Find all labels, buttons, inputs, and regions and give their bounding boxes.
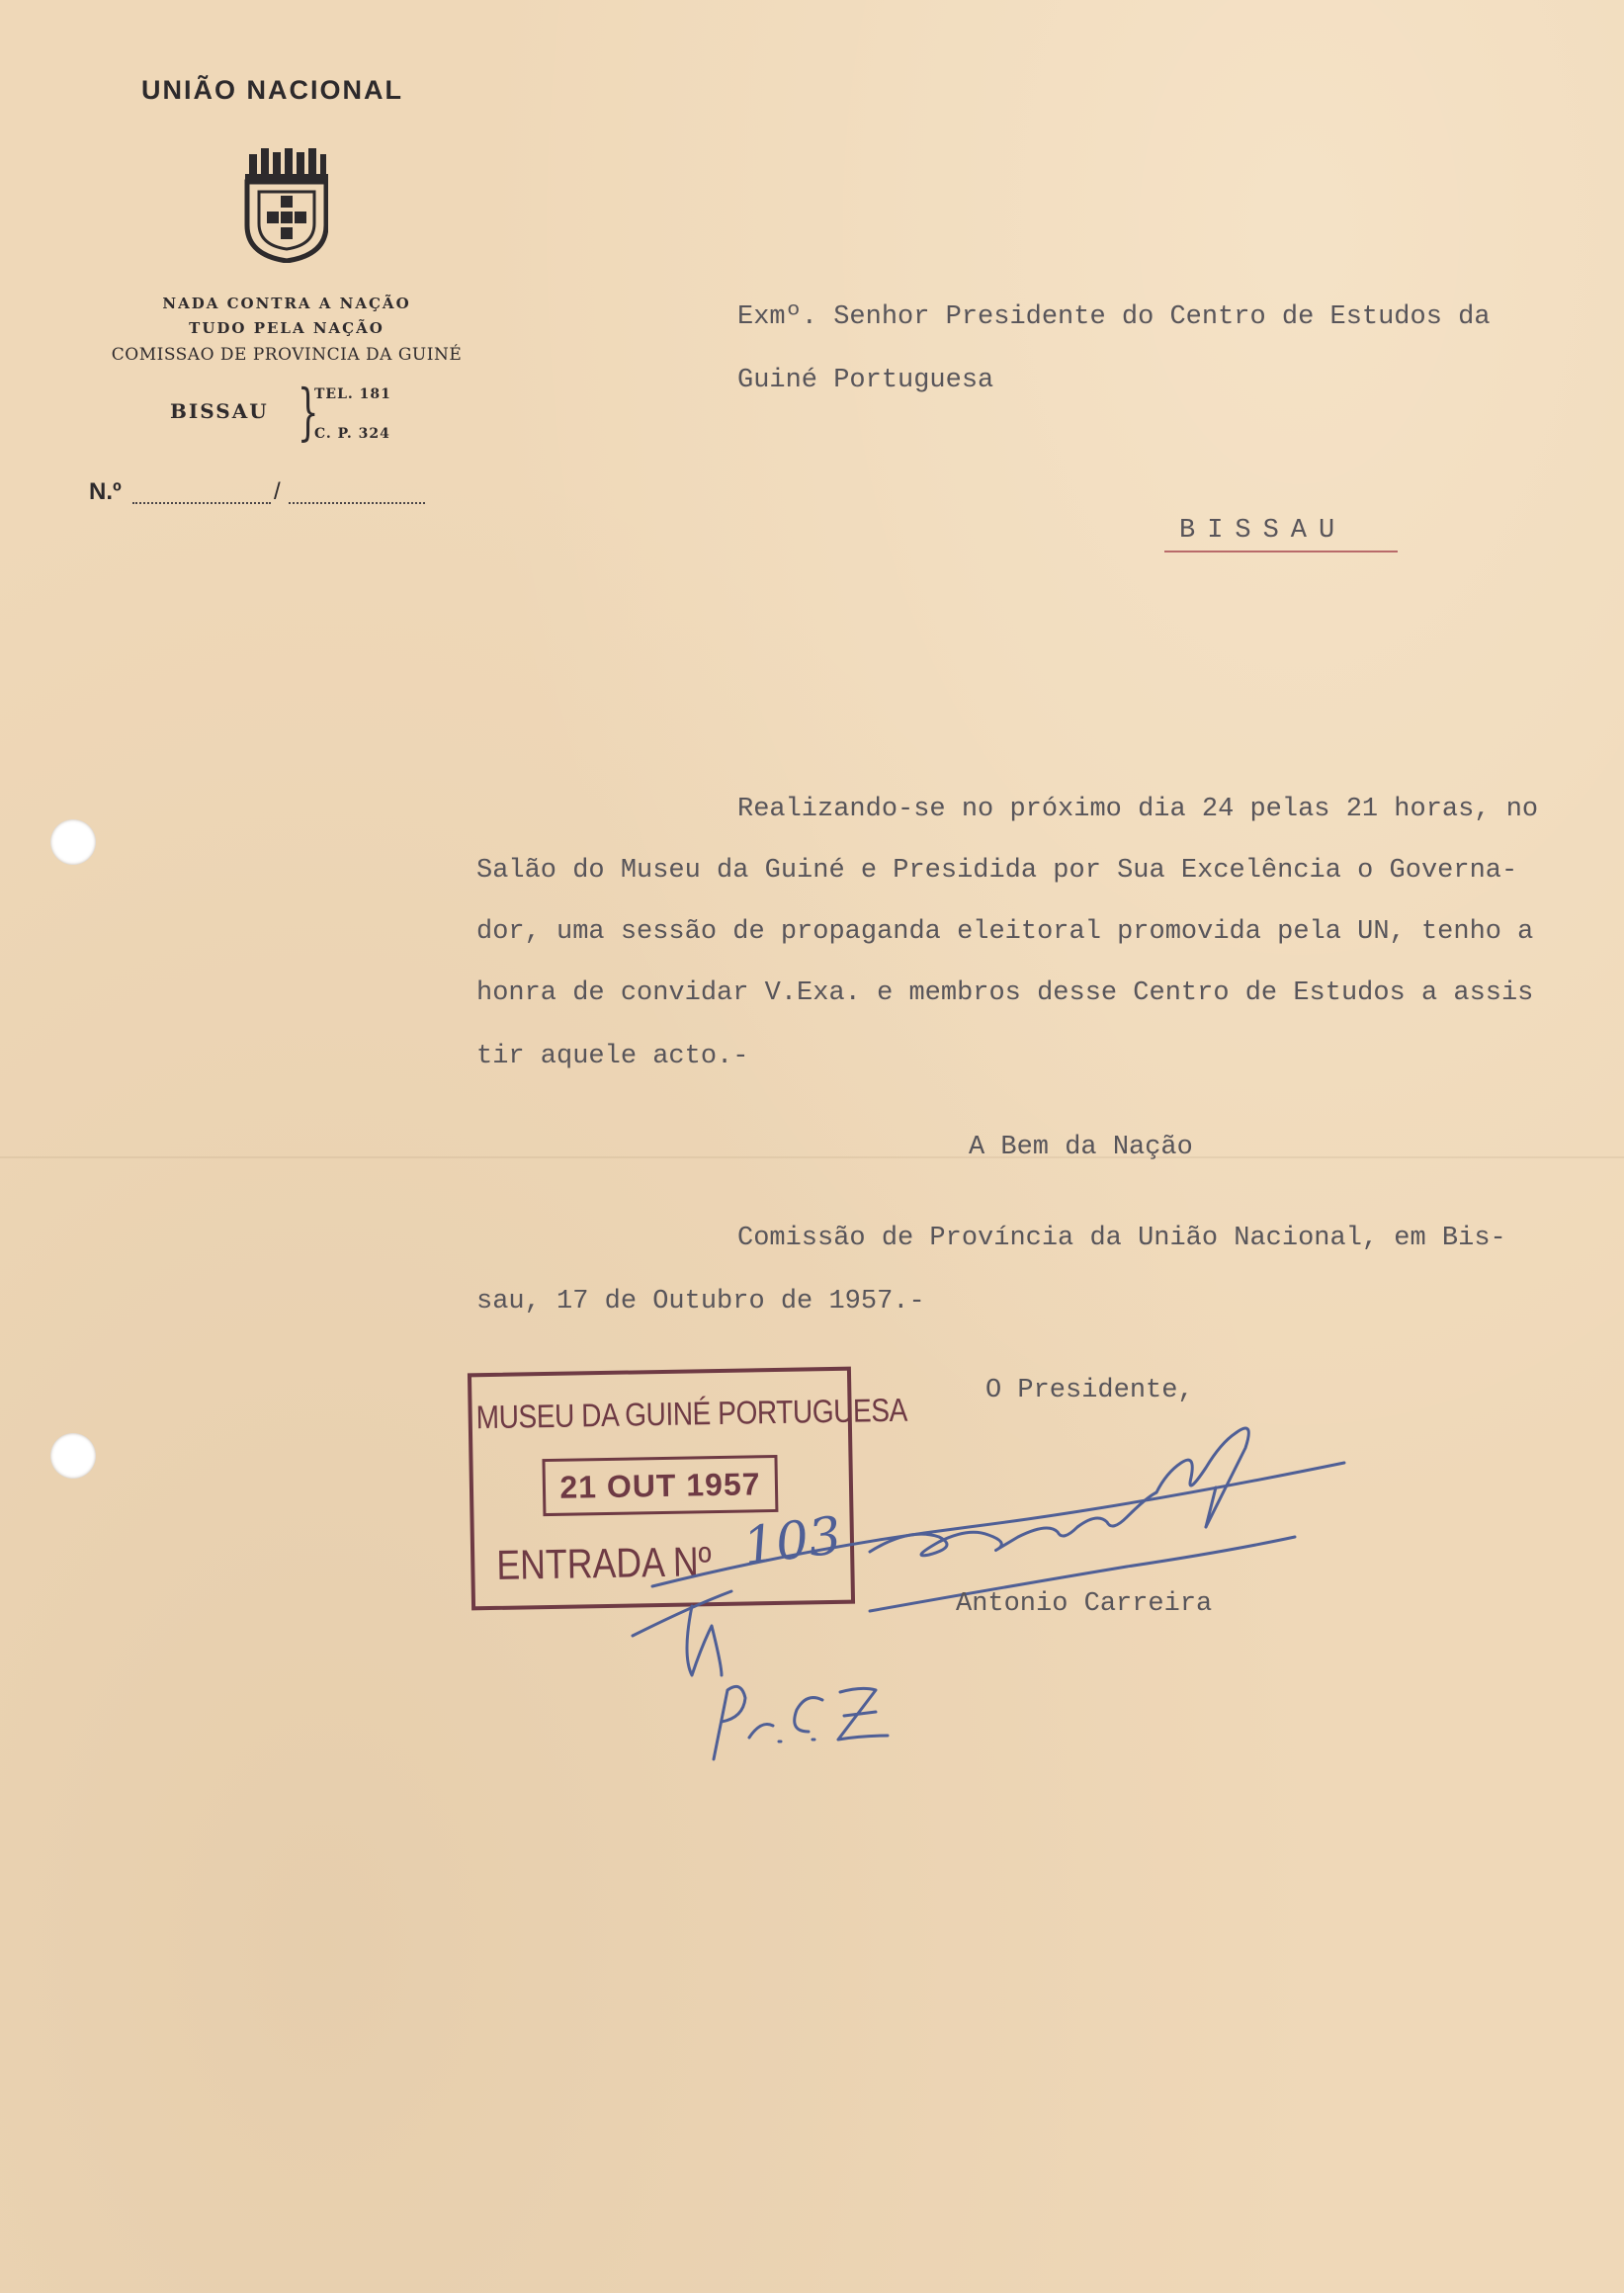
addressee-line-1: Exmº. Senhor Presidente do Centro de Estudos da bbox=[737, 302, 1491, 332]
handwritten-initials bbox=[692, 1660, 909, 1769]
place-date-line-1: Comissão de Província da União Nacional, em Bis- bbox=[737, 1224, 1506, 1253]
signatory-name: Antonio Carreira bbox=[956, 1589, 1213, 1619]
telephone-number: TEL. 181 bbox=[314, 386, 391, 402]
stamp-entry-label: ENTRADA Nº bbox=[495, 1538, 713, 1588]
place-date-line-2: sau, 17 de Outubro de 1957.- bbox=[476, 1287, 925, 1316]
coat-of-arms-icon bbox=[243, 148, 328, 263]
body-line-3: dor, uma sessão de propaganda eleitoral promovida pela UN, tenho a bbox=[476, 917, 1534, 947]
paper-fold-line bbox=[0, 1156, 1624, 1158]
postal-box: C. P. 324 bbox=[314, 426, 390, 442]
punch-hole-bottom bbox=[50, 1433, 96, 1479]
body-line-4: honra de convidar V.Exa. e membros desse Centro de Estudos a assis bbox=[476, 978, 1534, 1008]
letterhead-brace: } bbox=[297, 376, 319, 448]
closing-salutation: A Bem da Nação bbox=[969, 1133, 1193, 1162]
place-underline bbox=[1164, 551, 1398, 552]
reference-number-blank bbox=[132, 502, 271, 504]
committee-name: COMISSAO DE PROVINCIA DA GUINÉ bbox=[111, 345, 463, 365]
reference-separator: / bbox=[274, 478, 281, 505]
stamp-date: 21 OUT 1957 bbox=[559, 1466, 761, 1505]
letterhead-city: BISSAU bbox=[170, 399, 269, 423]
body-line-5: tir aquele acto.- bbox=[476, 1042, 749, 1071]
addressee-line-2: Guiné Portuguesa bbox=[737, 366, 994, 395]
reference-number-label: N.º bbox=[89, 478, 122, 505]
punch-hole-top bbox=[50, 819, 96, 865]
stamp-museum-name: MUSEU DA GUINÉ PORTUGUESA bbox=[475, 1391, 908, 1436]
motto-line-2: TUDO PELA NAÇÃO bbox=[189, 319, 385, 337]
organization-name: UNIÃO NACIONAL bbox=[141, 75, 403, 105]
reference-year-blank bbox=[289, 502, 425, 504]
body-line-1: Realizando-se no próximo dia 24 pelas 21 horas, no bbox=[737, 795, 1539, 824]
signatory-title: O Presidente, bbox=[985, 1376, 1194, 1405]
stamp-entry-number: 103 bbox=[739, 1505, 845, 1577]
addressee-place: BISSAU bbox=[1179, 516, 1347, 546]
motto-line-1: NADA CONTRA A NAÇÃO bbox=[162, 295, 411, 312]
body-line-2: Salão do Museu da Guiné e Presidida por Sua Excelência o Governa- bbox=[476, 856, 1518, 886]
